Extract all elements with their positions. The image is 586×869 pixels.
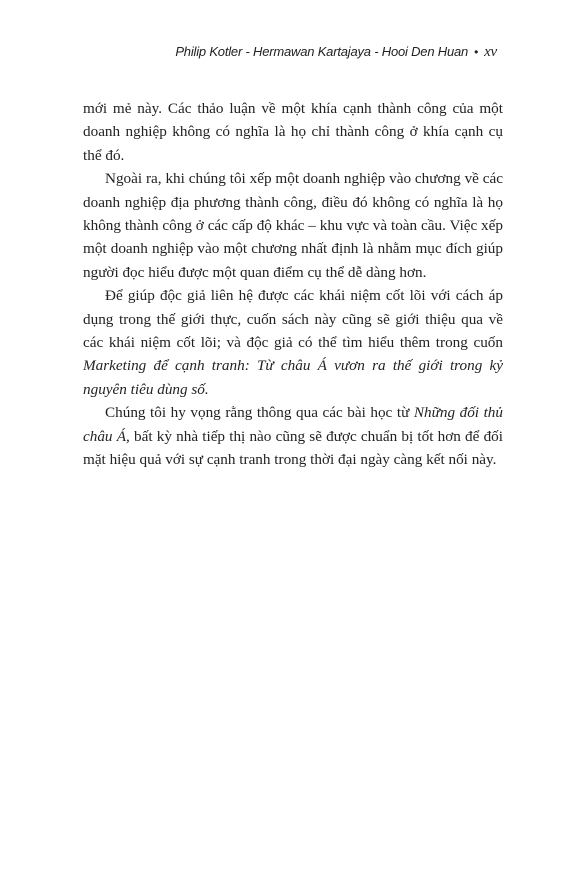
paragraph-4-tail: , bất kỳ nhà tiếp thị nào cũng sẽ được chuẩn bị tốt hơn để đối mặt hiệu quả với sự cạnh tranh trong thời đại ngày càng kết nối này.: [83, 427, 503, 469]
paragraph-2: Ngoài ra, khi chúng tôi xếp một doanh nghiệp vào chương về các doanh nghiệp địa phương thành công, điều đó không có nghĩa là họ không thành công ở các cấp độ khác – khu vực và toàn cầu. Việc xếp một doanh nghiệp vào một chương nhất định là nhằm mục đích giúp người đọc hiểu được một quan điểm cụ thể dễ dàng hơn.: [83, 170, 503, 281]
running-header: [0, 44, 497, 61]
body-text: [83, 97, 503, 472]
paragraph-4: [83, 401, 503, 471]
header-separator: •: [474, 45, 479, 59]
header-authors: Philip Kotler - Hermawan Kartajaya - Hooi Den Huan: [175, 44, 469, 59]
paragraph-4-text: Chúng tôi hy vọng rằng thông qua các bài học từ: [105, 404, 414, 422]
book-title-italic-2: Những đối thủ châu Á: [83, 404, 503, 445]
page-number: xv: [484, 44, 497, 60]
paragraph-3-text: Để giúp độc giả liên hệ được các khái niệm cốt lõi với cách áp dụng trong thế giới thực, cuốn sách này cũng sẽ giới thiệu qua về các khái niệm cốt lõi; và độc giả có thể tìm hiểu thêm trong cuốn: [83, 287, 503, 352]
paragraph-3: [83, 284, 503, 401]
book-title-italic: Marketing để cạnh tranh: Từ châu Á vươn ra thế giới trong kỷ nguyên tiêu dùng số.: [83, 357, 503, 398]
paragraph-1: mới mẻ này. Các thảo luận về một khía cạnh thành công của một doanh nghiệp không có nghĩa là họ chỉ thành công ở khía cạnh cụ thể đó.: [83, 100, 503, 164]
